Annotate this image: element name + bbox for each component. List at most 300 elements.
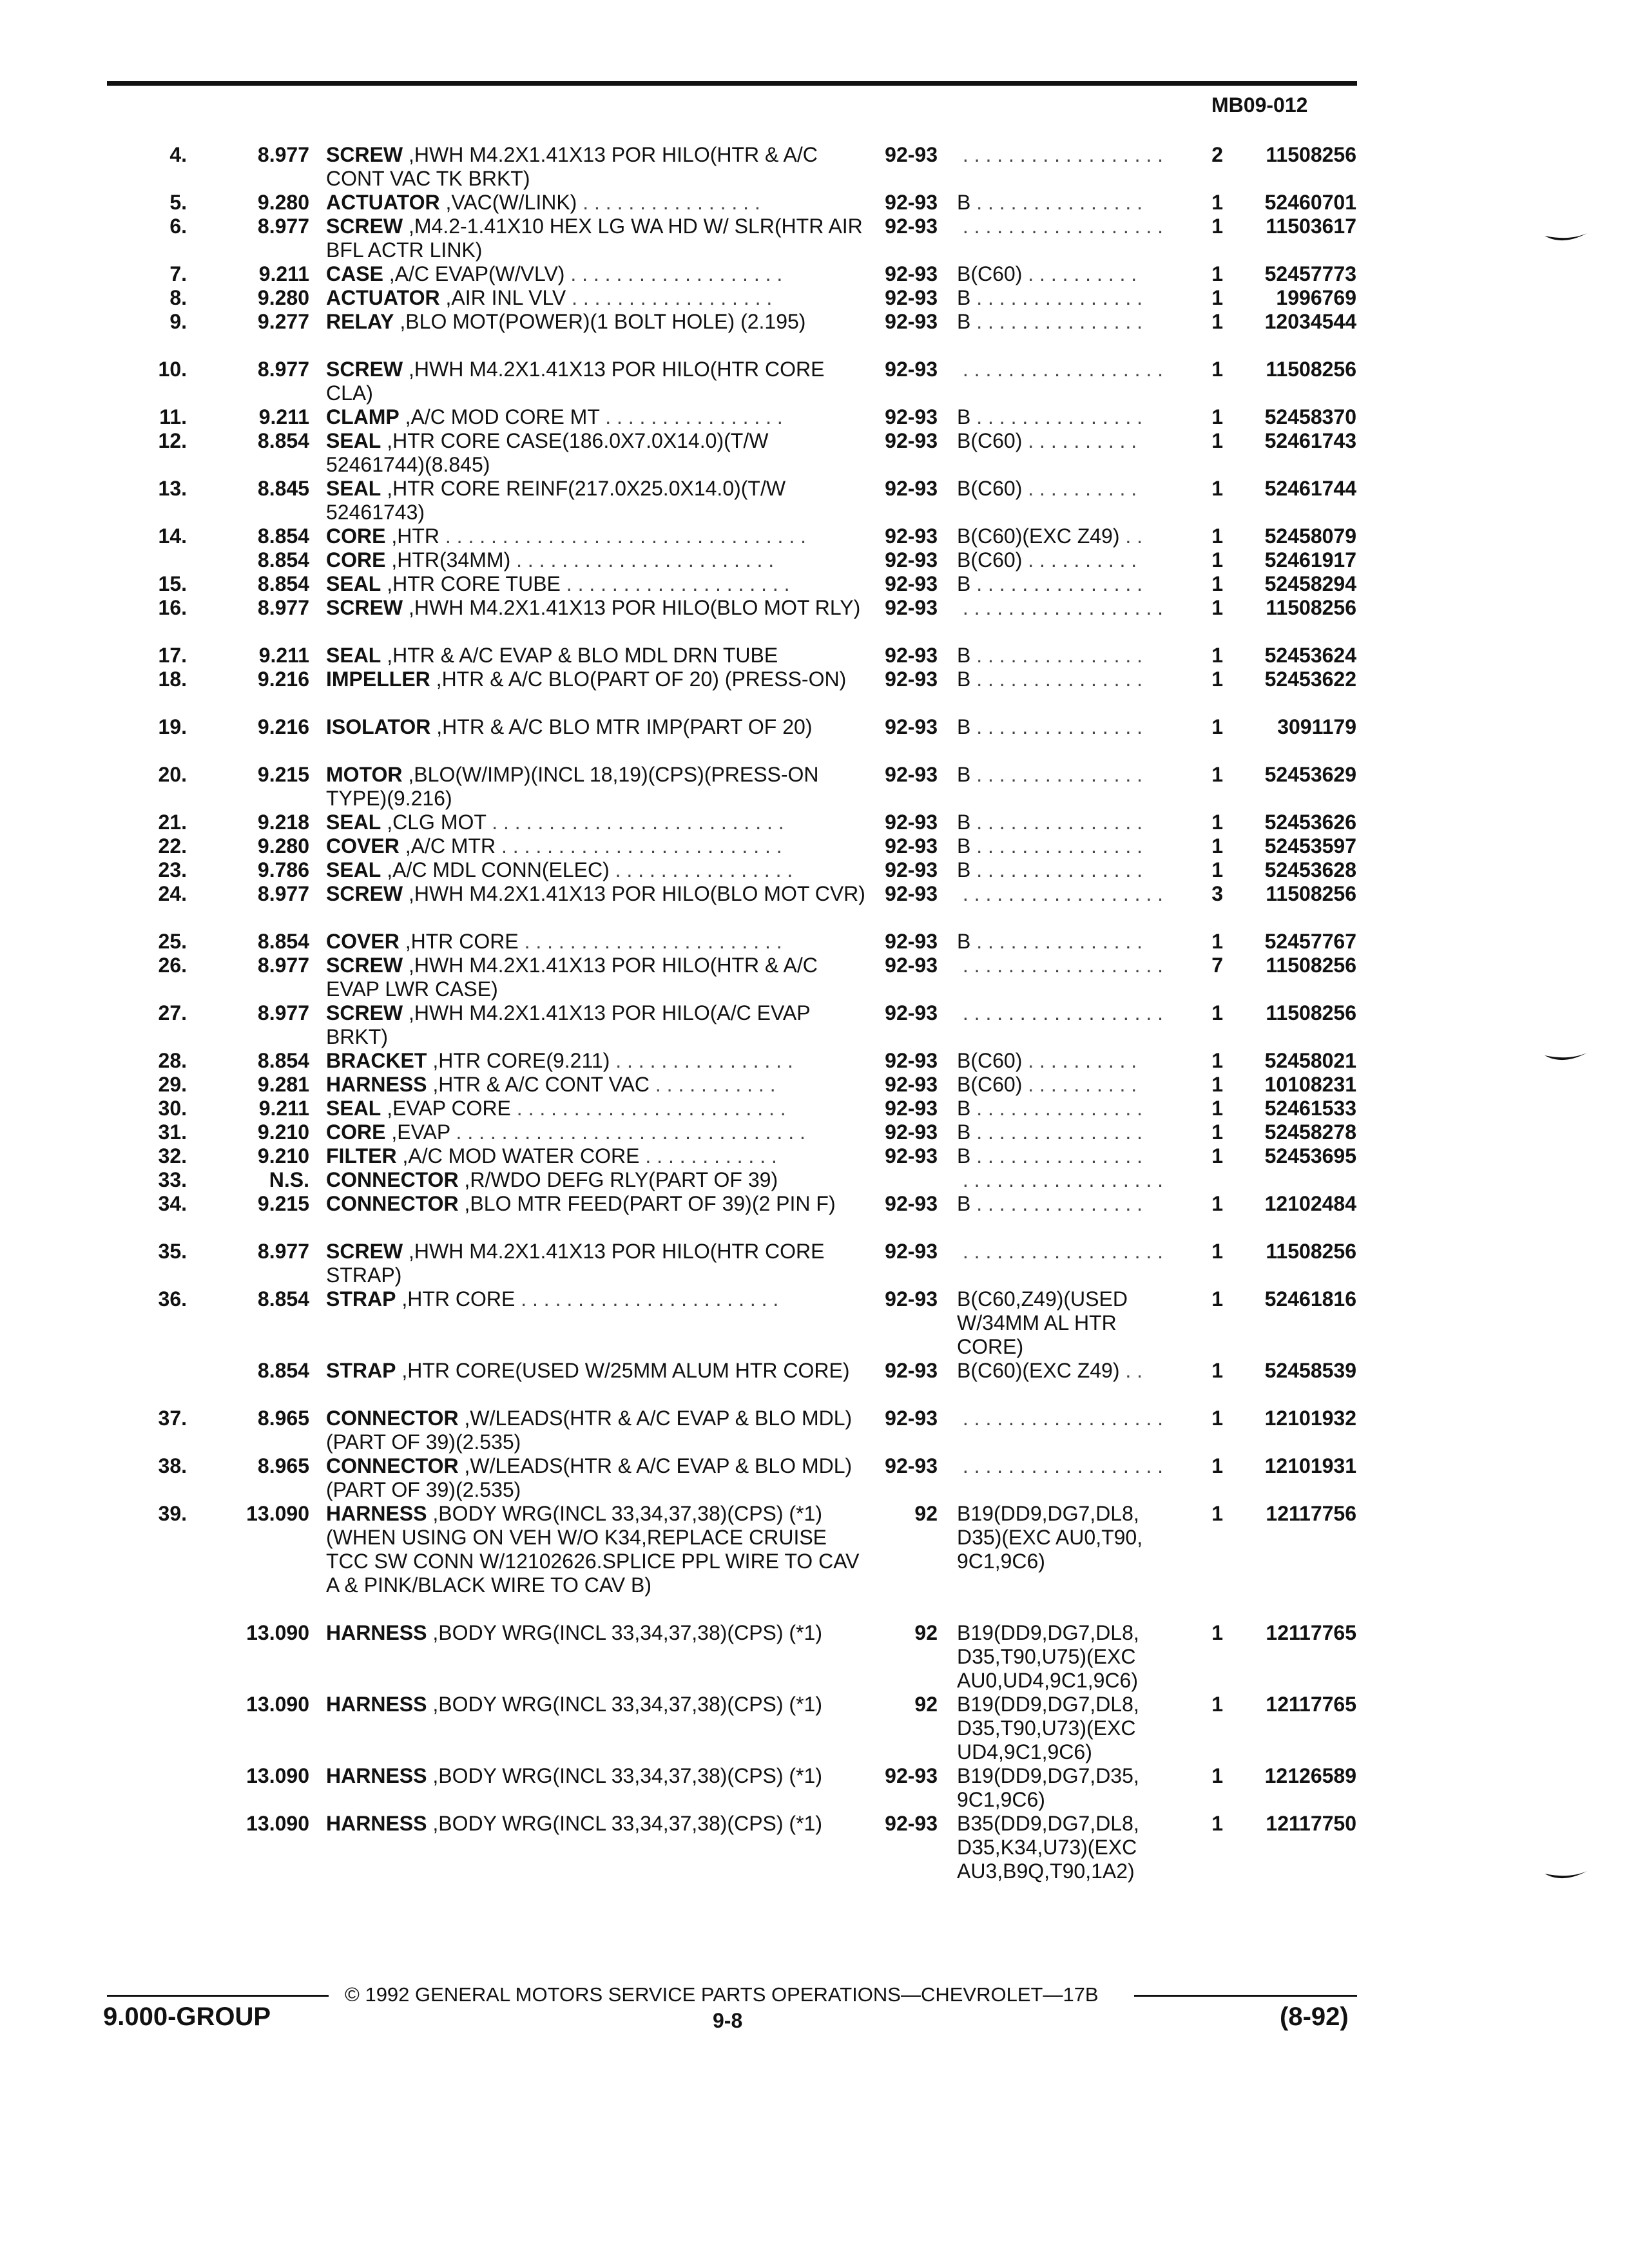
group-number: 9.215 [257, 1192, 309, 1215]
dot-leader: . . . . . . . . . . . . . . . . . . . . [560, 572, 790, 595]
group-number: 8.977 [257, 215, 309, 238]
part-description [326, 405, 867, 429]
group-number: 9.211 [258, 262, 309, 285]
part-number: 52458021 [1264, 1049, 1356, 1072]
part-row [0, 1073, 1629, 1097]
group-number: 9.211 [258, 644, 309, 667]
quantity: 1 [1211, 1287, 1223, 1311]
model-years: 92-93 [885, 1073, 938, 1096]
dot-leader: . . [1119, 1359, 1143, 1382]
part-number: 10108231 [1264, 1073, 1356, 1096]
model-years: 92-93 [885, 143, 938, 166]
model-code: B [957, 1144, 971, 1168]
quantity: 1 [1211, 596, 1223, 619]
quantity: 1 [1211, 405, 1223, 428]
group-number: 8.854 [257, 1287, 309, 1311]
model-usage [957, 548, 1176, 572]
model-years: 92-93 [885, 215, 938, 238]
quantity: 7 [1211, 954, 1223, 977]
part-name: ISOLATOR [326, 715, 431, 738]
ref-number: 32. [158, 1144, 187, 1168]
part-name: HARNESS [326, 1764, 427, 1787]
part-description [326, 644, 867, 668]
quantity: 1 [1211, 858, 1223, 881]
dot-leader: . . . . . . . . . . . . . . . . . . [957, 1454, 1164, 1477]
part-name: HARNESS [326, 1693, 427, 1716]
ref-number: 25. [158, 930, 187, 953]
part-name: SEAL [326, 644, 381, 667]
part-detail: ,HWH M4.2X1.41X13 POR HILO(A/C EVAP BRKT) [326, 1001, 816, 1048]
part-detail: ,HTR & A/C CONT VAC [427, 1073, 650, 1096]
dot-leader: . . . . . . . . . . [1022, 1073, 1137, 1096]
model-code: B(C60,Z49)(USED W/34MM AL HTR CORE) [957, 1287, 1133, 1358]
part-number: 52458539 [1264, 1359, 1356, 1382]
model-code: B [957, 930, 971, 953]
part-detail: ,HWH M4.2X1.41X13 POR HILO(HTR & A/C CONT VAC TK BRKT) [326, 143, 824, 190]
ref-number: 24. [158, 882, 187, 905]
model-usage [957, 1001, 1176, 1025]
model-years: 92 [914, 1502, 938, 1525]
model-usage [957, 1287, 1176, 1359]
dot-leader: . . . . . . . . . . . . . . . . [609, 858, 793, 881]
quantity: 1 [1211, 763, 1223, 786]
group-number: 8.854 [257, 524, 309, 548]
part-name: SEAL [326, 477, 381, 500]
model-years: 92-93 [885, 882, 938, 905]
part-row [0, 858, 1629, 882]
part-number: 52457767 [1264, 930, 1356, 953]
part-name: SCREW [326, 596, 403, 619]
part-description [326, 1168, 867, 1192]
part-name: SCREW [326, 1240, 403, 1263]
part-row [0, 310, 1629, 358]
quantity: 1 [1211, 1073, 1223, 1096]
model-usage [957, 405, 1176, 429]
part-number: 52458079 [1264, 524, 1356, 548]
part-name: CONNECTOR [326, 1192, 459, 1215]
model-years: 92-93 [885, 668, 938, 691]
part-description [326, 882, 867, 906]
part-description [326, 358, 867, 405]
model-years: 92-93 [885, 262, 938, 285]
dot-leader: . . . . . . . . . . . . . . . [970, 405, 1143, 428]
part-name: ACTUATOR [326, 191, 440, 214]
part-number: 52453629 [1264, 763, 1356, 786]
part-detail: ,W/LEADS(HTR & A/C EVAP & BLO MDL)(PART OF 39)(2.535) [326, 1407, 853, 1454]
part-description [326, 1144, 867, 1168]
model-years: 92-93 [885, 1287, 938, 1311]
model-code: B [957, 1192, 971, 1215]
part-detail: ,R/WDO DEFG RLY(PART OF 39) [458, 1168, 778, 1191]
model-code: B [957, 1097, 971, 1120]
part-detail: ,HTR CORE(9.211) [427, 1049, 610, 1072]
part-number: 11508256 [1266, 596, 1356, 619]
part-description [326, 1192, 867, 1216]
part-detail: ,A/C MOD WATER CORE [396, 1144, 640, 1168]
ref-number: 34. [158, 1192, 187, 1215]
model-years: 92-93 [885, 191, 938, 214]
part-name: SCREW [326, 954, 403, 977]
ref-number: 23. [158, 858, 187, 881]
ref-number: 10. [158, 358, 187, 381]
footer-group-label: 9.000-GROUP [103, 2003, 271, 2031]
dot-leader: . . . . . . . . . . . . . . . . . . [957, 143, 1164, 166]
group-number: 8.854 [257, 548, 309, 572]
part-detail: ,BODY WRG(INCL 33,34,37,38)(CPS) (*1) [427, 1693, 822, 1716]
footer-rule-left [107, 1995, 329, 1997]
part-detail: ,BODY WRG(INCL 33,34,37,38)(CPS) (*1) [427, 1764, 822, 1787]
group-number: 8.854 [257, 1359, 309, 1382]
part-description [326, 596, 867, 620]
part-description [326, 1001, 867, 1049]
model-years: 92-93 [885, 1454, 938, 1477]
model-usage [957, 1168, 1176, 1192]
model-years: 92-93 [885, 930, 938, 953]
model-code: B(C60)(EXC Z49) [957, 524, 1120, 548]
group-number: N.S. [269, 1168, 309, 1191]
part-name: HARNESS [326, 1073, 427, 1096]
part-row [0, 1049, 1629, 1073]
footer-date: (8-92) [1280, 2003, 1349, 2031]
part-name: CORE [326, 1120, 386, 1144]
model-usage [957, 1120, 1176, 1144]
model-code: B(C60) [957, 548, 1023, 572]
model-years: 92-93 [885, 1764, 938, 1787]
model-usage [957, 286, 1176, 310]
quantity: 1 [1211, 834, 1223, 858]
part-row [0, 644, 1629, 668]
part-description [326, 715, 867, 739]
part-detail: ,HTR CORE [396, 1287, 516, 1311]
part-name: CORE [326, 524, 386, 548]
part-row [0, 1144, 1629, 1168]
quantity: 1 [1211, 668, 1223, 691]
ref-number: 22. [158, 834, 187, 858]
ref-number: 38. [158, 1454, 187, 1477]
ref-number: 18. [158, 668, 187, 691]
model-usage [957, 477, 1176, 501]
part-detail: ,HTR CORE TUBE [381, 572, 561, 595]
part-name: SEAL [326, 572, 381, 595]
part-row [0, 1120, 1629, 1144]
part-row [0, 477, 1629, 524]
ref-number: 37. [158, 1407, 187, 1430]
part-name: CASE [326, 262, 383, 285]
part-name: MOTOR [326, 763, 403, 786]
ref-number: 4. [169, 143, 187, 166]
quantity: 2 [1211, 143, 1223, 166]
ref-number: 31. [158, 1120, 187, 1144]
part-description [326, 954, 867, 1001]
group-number: 8.854 [257, 930, 309, 953]
model-usage [957, 1144, 1176, 1168]
parts-list [0, 143, 1629, 1883]
dot-leader: . . . . . . . . . . . . . . . . . . . . . . . . . . . . . . . [450, 1120, 805, 1144]
model-usage [957, 1502, 1176, 1573]
ref-number: 7. [169, 262, 187, 285]
part-row [0, 1621, 1629, 1693]
part-description [326, 1454, 867, 1502]
model-code: B [957, 858, 971, 881]
ref-number: 30. [158, 1097, 187, 1120]
part-number: 11503617 [1266, 215, 1356, 238]
part-description [326, 930, 867, 954]
model-code: B(C60) [957, 429, 1023, 452]
part-description [326, 310, 867, 334]
dot-leader: . . . . . . . . . . . . . . . . [610, 1049, 793, 1072]
group-number: 9.277 [257, 310, 309, 333]
quantity: 1 [1211, 1049, 1223, 1072]
part-row [0, 429, 1629, 477]
part-row [0, 286, 1629, 310]
part-detail: ,HTR & A/C BLO(PART OF 20) (PRESS-ON) [430, 668, 847, 691]
part-row [0, 930, 1629, 954]
quantity: 1 [1211, 644, 1223, 667]
part-description [326, 524, 867, 548]
part-description [326, 1120, 867, 1144]
part-detail: ,HTR CORE CASE(186.0X7.0X14.0)(T/W 52461744)(8.845) [326, 429, 775, 476]
part-detail: ,BLO MOT(POWER)(1 BOLT HOLE) (2.195) [394, 310, 806, 333]
model-code: B [957, 1120, 971, 1144]
ref-number: 36. [158, 1287, 187, 1311]
quantity: 3 [1211, 882, 1223, 905]
ref-number: 9. [169, 310, 187, 333]
dot-leader: . . . . . . . . . . . . . . . [970, 644, 1143, 667]
quantity: 1 [1211, 1693, 1223, 1716]
part-name: CONNECTOR [326, 1407, 459, 1430]
part-number: 12101931 [1264, 1454, 1356, 1477]
part-name: HARNESS [326, 1621, 427, 1644]
ref-number: 35. [158, 1240, 187, 1263]
dot-leader: . . . . . . . . . . . . . . . . [599, 405, 783, 428]
ref-number: 28. [158, 1049, 187, 1072]
model-usage [957, 1049, 1176, 1073]
part-number: 11508256 [1266, 358, 1356, 381]
part-row [0, 524, 1629, 548]
dot-leader: . . . . . . . . . . . . . . . [970, 1097, 1143, 1120]
group-number: 8.977 [257, 596, 309, 619]
part-description [326, 1812, 867, 1836]
quantity: 1 [1211, 310, 1223, 333]
part-number: 12117765 [1266, 1621, 1356, 1644]
part-name: SCREW [326, 1001, 403, 1024]
part-name: CONNECTOR [326, 1168, 459, 1191]
model-years: 92-93 [885, 524, 938, 548]
quantity: 1 [1211, 572, 1223, 595]
part-description [326, 1287, 867, 1311]
model-code: B19(DD9,DG7,DL8, D35,T90,U73)(EXC UD4,9C1,9C6) [957, 1693, 1145, 1763]
part-description [326, 763, 867, 811]
part-number: 12034544 [1264, 310, 1356, 333]
binder-mark-bottom [1543, 1870, 1588, 1885]
model-years: 92-93 [885, 429, 938, 452]
model-years: 92-93 [885, 477, 938, 500]
ref-number: 19. [158, 715, 187, 738]
model-usage [957, 1407, 1176, 1430]
model-years: 92 [914, 1693, 938, 1716]
ref-number: 5. [169, 191, 187, 214]
part-description [326, 429, 867, 477]
part-description [326, 143, 867, 191]
part-number: 11508256 [1266, 143, 1356, 166]
dot-leader: . . [1119, 524, 1143, 548]
part-detail: ,HWH M4.2X1.41X13 POR HILO(BLO MOT CVR) [403, 882, 865, 905]
ref-number: 8. [169, 286, 187, 309]
dot-leader: . . . . . . . . . . . . . . . . . . [957, 882, 1164, 905]
group-number: 8.977 [257, 1001, 309, 1024]
model-usage [957, 1359, 1176, 1383]
group-number: 9.210 [257, 1144, 309, 1168]
part-number: 12117750 [1266, 1812, 1356, 1835]
group-number: 8.845 [257, 477, 309, 500]
model-years: 92-93 [885, 310, 938, 333]
dot-leader: . . . . . . . . . . . . . . . . . . [566, 286, 773, 309]
part-description [326, 668, 867, 691]
model-usage [957, 1621, 1176, 1693]
part-number: 52460701 [1264, 191, 1356, 214]
dot-leader: . . . . . . . . . . . . . . . [970, 572, 1143, 595]
group-number: 8.854 [257, 429, 309, 452]
quantity: 1 [1211, 1001, 1223, 1024]
group-number: 13.090 [246, 1693, 309, 1716]
group-number: 9.216 [257, 668, 309, 691]
part-detail: ,BODY WRG(INCL 33,34,37,38)(CPS) (*1) [427, 1621, 822, 1644]
part-description [326, 1502, 867, 1597]
quantity: 1 [1211, 811, 1223, 834]
group-number: 8.977 [257, 882, 309, 905]
model-code: B [957, 310, 971, 333]
model-years: 92-93 [885, 715, 938, 738]
part-number: 12117756 [1266, 1502, 1356, 1525]
group-number: 9.215 [257, 763, 309, 786]
ref-number: 16. [158, 596, 187, 619]
part-number: 12102484 [1264, 1192, 1356, 1215]
part-detail: ,VAC(W/LINK) [439, 191, 577, 214]
model-usage [957, 1812, 1176, 1883]
quantity: 1 [1211, 477, 1223, 500]
model-years: 92-93 [885, 1097, 938, 1120]
part-number: 52453622 [1264, 668, 1356, 691]
part-row [0, 1192, 1629, 1240]
group-number: 9.211 [258, 405, 309, 428]
model-code: B19(DD9,DG7,DL8, D35)(EXC AU0,T90, 9C1,9C6) [957, 1502, 1148, 1573]
part-number: 12101932 [1264, 1407, 1356, 1430]
part-number: 1996769 [1276, 286, 1356, 309]
ref-number: 20. [158, 763, 187, 786]
dot-leader: . . . . . . . . . . [1022, 262, 1137, 285]
ref-number: 12. [158, 429, 187, 452]
model-usage [957, 763, 1176, 787]
dot-leader: . . . . . . . . . . [1022, 429, 1137, 452]
model-years: 92-93 [885, 1049, 938, 1072]
part-row [0, 191, 1629, 215]
part-number: 52458278 [1264, 1120, 1356, 1144]
quantity: 1 [1211, 286, 1223, 309]
quantity: 1 [1211, 1502, 1223, 1525]
part-number: 11508256 [1266, 1240, 1356, 1263]
model-usage [957, 882, 1176, 906]
part-detail: ,A/C MDL CONN(ELEC) [381, 858, 610, 881]
part-name: COVER [326, 930, 400, 953]
part-description [326, 1359, 867, 1383]
model-usage [957, 1693, 1176, 1764]
group-number: 9.281 [257, 1073, 309, 1096]
binder-mark-top [1543, 232, 1588, 247]
model-code: B(C60) [957, 1073, 1023, 1096]
quantity: 1 [1211, 191, 1223, 214]
part-row [0, 358, 1629, 405]
part-description [326, 858, 867, 882]
dot-leader: . . . . . . . . . . . . . . . . . . [957, 1001, 1164, 1024]
part-name: SEAL [326, 1097, 381, 1120]
model-code: B35(DD9,DG7,DL8, D35,K34,U73)(EXC AU3,B9Q,T90,1A2) [957, 1812, 1145, 1883]
part-name: HARNESS [326, 1502, 427, 1525]
model-years: 92-93 [885, 858, 938, 881]
part-row [0, 954, 1629, 1001]
model-usage [957, 930, 1176, 954]
group-number: 9.786 [257, 858, 309, 881]
part-row [0, 1287, 1629, 1359]
part-detail: ,A/C EVAP(W/VLV) [383, 262, 565, 285]
part-detail: ,A/C MTR [399, 834, 496, 858]
model-code: B [957, 834, 971, 858]
model-usage [957, 215, 1176, 238]
part-row [0, 572, 1629, 596]
dot-leader: . . . . . . . . . . . . . . . . . . . . . . . [510, 548, 775, 572]
model-years: 92-93 [885, 405, 938, 428]
ref-number: 27. [158, 1001, 187, 1024]
model-years: 92-93 [885, 834, 938, 858]
part-number: 52461917 [1264, 548, 1356, 572]
part-detail: ,A/C MOD CORE MT [399, 405, 600, 428]
part-row [0, 405, 1629, 429]
quantity: 1 [1211, 1144, 1223, 1168]
group-number: 13.090 [246, 1621, 309, 1644]
part-name: BRACKET [326, 1049, 427, 1072]
dot-leader: . . . . . . . . . . . . . . . [970, 763, 1143, 786]
part-number: 52458370 [1264, 405, 1356, 428]
part-row [0, 596, 1629, 644]
part-number: 52457773 [1264, 262, 1356, 285]
part-name: RELAY [326, 310, 394, 333]
model-years: 92-93 [885, 811, 938, 834]
part-description [326, 572, 867, 596]
quantity: 1 [1211, 215, 1223, 238]
model-code: B(C60) [957, 477, 1023, 500]
quantity: 1 [1211, 429, 1223, 452]
part-row [0, 668, 1629, 715]
part-detail: ,HTR & A/C EVAP & BLO MDL DRN TUBE [381, 644, 778, 667]
part-description [326, 1621, 867, 1645]
ref-number: 21. [158, 811, 187, 834]
model-usage [957, 668, 1176, 691]
model-years: 92-93 [885, 1240, 938, 1263]
model-usage [957, 143, 1176, 167]
part-row [0, 1693, 1629, 1764]
group-number: 8.977 [257, 358, 309, 381]
part-number: 12117765 [1266, 1693, 1356, 1716]
part-description [326, 811, 867, 834]
part-name: SCREW [326, 215, 403, 238]
part-row [0, 1359, 1629, 1407]
model-code: B [957, 286, 971, 309]
model-code: B(C60) [957, 262, 1023, 285]
part-number: 52461744 [1264, 477, 1356, 500]
dot-leader: . . . . . . . . . . . . . . . [970, 1192, 1143, 1215]
model-code: B [957, 405, 971, 428]
top-rule [107, 81, 1357, 86]
model-usage [957, 834, 1176, 858]
